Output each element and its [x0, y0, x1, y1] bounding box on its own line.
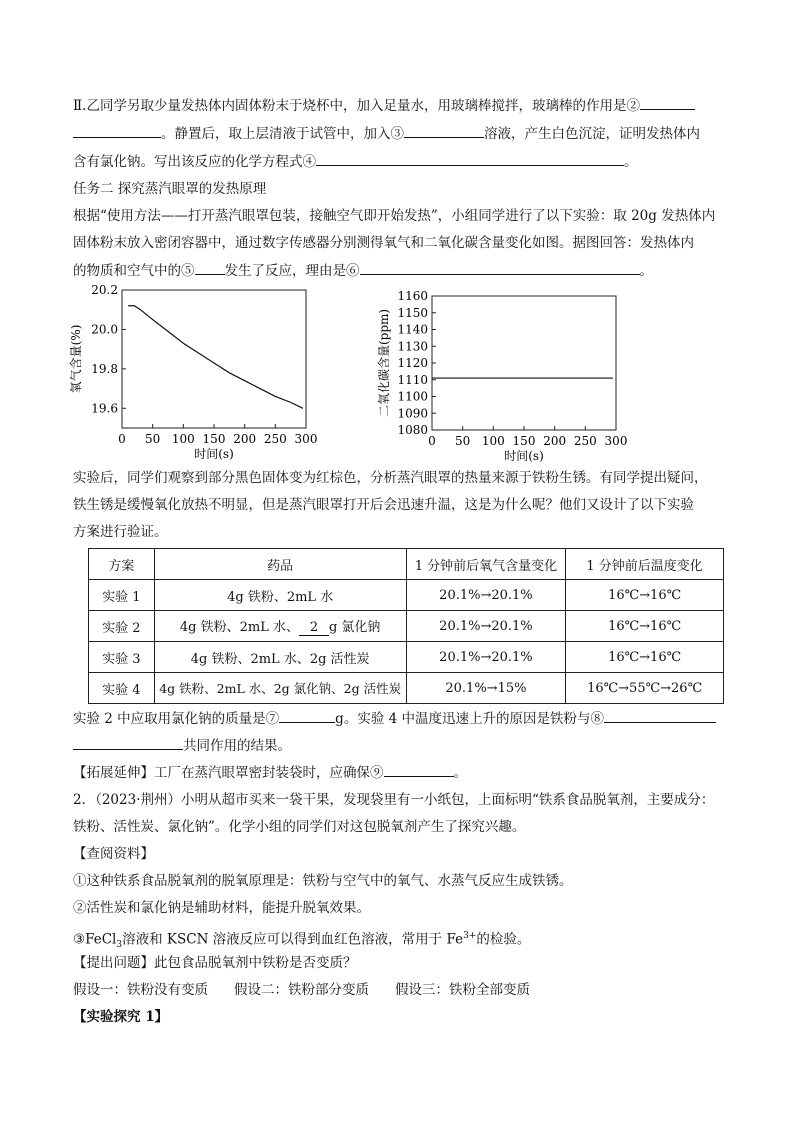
blank-8[interactable]: [604, 709, 716, 723]
x-tick-label: 50: [455, 434, 471, 448]
y-tick-label: 19.8: [91, 361, 118, 376]
x-tick-label: 300: [294, 432, 318, 446]
extension-line: 【拓展延伸】工厂在蒸汽眼罩密封装袋时，应确保⑨ 。: [73, 765, 467, 781]
x-tick-label: 100: [481, 434, 505, 448]
hypotheses: 假设一：铁粉没有变质 假设二：铁粉部分变质 假设三：铁粉全部变质: [73, 982, 530, 998]
x-tick-label: 200: [233, 432, 257, 446]
y-axis-label: 氧气含量(%): [69, 324, 83, 394]
info-2: ②活性炭和氯化钠是辅助材料，能提升脱氧效果。: [73, 900, 370, 916]
table-cell: 4g 铁粉、2mL 水、 2 g 氯化钠: [154, 611, 406, 642]
table-cell: 16℃→16℃: [566, 642, 724, 673]
plot-frame: [122, 290, 306, 428]
blank-7[interactable]: [279, 709, 335, 723]
table-header: 方案: [89, 549, 155, 580]
table-cell: 20.1%→15%: [406, 673, 566, 704]
x-tick-label: 250: [573, 434, 597, 448]
blank-3[interactable]: [404, 124, 484, 138]
para1-line1: Ⅱ.乙同学另取少量发热体内固体粉末于烧杯中，加入足量水，用玻璃棒搅拌，玻璃棒的作用是②: [73, 96, 695, 115]
para3-line3: 方案进行验证。: [73, 524, 168, 540]
blank-6[interactable]: [360, 261, 640, 275]
y-tick-label: 1120: [397, 356, 428, 370]
table-row: [89, 642, 724, 673]
blank-8-cont[interactable]: [73, 736, 183, 750]
para3-line1: 实验后，同学们观察到部分黑色固体变为红棕色，分析蒸汽眼罩的热量来源于铁粉生锈。有同学提出疑问，: [73, 470, 708, 486]
nacl-blank[interactable]: 2: [299, 620, 329, 636]
question-heading: 【提出问题】此包食品脱氧剂中铁粉是否变质？: [73, 955, 357, 971]
q2-line2: 铁粉、活性炭、氯化钠”。化学小组的同学们对这包脱氧剂产生了探究兴趣。: [73, 819, 526, 835]
table-cell: 20.1%→20.1%: [406, 642, 566, 673]
table-cell: 16℃→16℃: [566, 611, 724, 642]
q2-line1: 2．（2023·荆州）小明从超市买来一袋干果，发现袋里有一小纸包，上面标明“铁系食品脱氧剂，主要成分：: [73, 792, 715, 808]
table-row: [89, 611, 724, 642]
y-tick-label: 1080: [397, 423, 428, 437]
y-tick-label: 1110: [397, 372, 428, 387]
x-tick-label: 150: [202, 432, 226, 446]
para3-line2: 铁生锈是缓慢氧化放热不明显，但是蒸汽眼罩打开后会迅速升温，这是为什么呢？他们又设计了以下实验: [73, 497, 694, 513]
co2-chart: [372, 282, 636, 464]
lookup-heading: 【查阅资料】: [73, 846, 154, 862]
table-cell: 4g 铁粉、2mL 水、2g 氯化钠、2g 活性炭: [154, 673, 406, 704]
plot-frame: [432, 296, 616, 430]
y-tick-label: 1140: [397, 322, 428, 337]
table-cell: 实验 3: [89, 642, 155, 673]
table-cell: 实验 1: [89, 580, 155, 611]
x-tick-label: 150: [512, 434, 536, 448]
x-tick-label: 200: [543, 434, 567, 448]
para1-line2: 。静置后，取上层清液于试管中，加入③ 溶液，产生白色沉淀，证明发热体内: [73, 124, 700, 143]
table-cell: 20.1%→20.1%: [406, 611, 566, 642]
table-header-row: [89, 549, 724, 580]
y-tick-label: 1130: [397, 339, 428, 354]
y-axis-label: 二氧化碳含量(ppm): [377, 308, 391, 418]
blank-5[interactable]: [195, 261, 225, 275]
x-tick-label: 300: [604, 434, 628, 448]
para4-line1: 实验 2 中应取用氯化钠的质量是⑦ g。实验 4 中温度迅速上升的原因是铁粉与⑧: [73, 709, 716, 728]
blank-4[interactable]: [316, 152, 624, 166]
blank-2-cont[interactable]: [73, 124, 161, 138]
para2-line1: 根据“使用方法——打开蒸汽眼罩包装，接触空气即开始发热”，小组同学进行了以下实验：取 20g 发热体内: [73, 208, 716, 224]
x-tick-label: 250: [263, 432, 287, 446]
blank-9[interactable]: [384, 763, 454, 777]
table-cell: 4g 铁粉、2mL 水、2g 活性炭: [154, 642, 406, 673]
para2-line3: 的物质和空气中的⑤ 发生了反应，理由是⑥ 。: [73, 263, 653, 279]
table-header: 1 分钟前后温度变化: [566, 549, 724, 580]
series-line: [128, 306, 303, 409]
blank-2[interactable]: [640, 96, 695, 110]
x-tick-label: 0: [428, 434, 436, 448]
info-3: ③FeCl$_3$溶液和 KSCN 溶液反应可以得到血红色溶液，常用于 $Fe^{3+}$的检验。: [73, 931, 531, 951]
x-tick-label: 100: [171, 432, 195, 446]
x-tick-label: 50: [145, 432, 161, 446]
table-row: [89, 580, 724, 611]
x-tick-label: 0: [118, 432, 126, 446]
table-cell: 20.1%→20.1%: [406, 580, 566, 611]
table-cell: 实验 2: [89, 611, 155, 642]
table-header: 1 分钟前后氧气含量变化: [406, 549, 566, 580]
table-cell: 4g 铁粉、2mL 水: [154, 580, 406, 611]
para2-line2: 固体粉末放入密闭容器中，通过数字传感器分别测得氧气和二氧化碳含量变化如图。据图回答：发热体内: [73, 235, 694, 251]
y-tick-label: 1150: [397, 305, 428, 320]
y-tick-label: 1100: [397, 389, 428, 404]
table-header: 药品: [154, 549, 406, 580]
oxygen-chart: [66, 282, 326, 464]
y-tick-label: 1160: [397, 289, 428, 303]
task2-heading: 任务二 探究蒸汽眼罩的发热原理: [73, 181, 267, 197]
table-row: [89, 673, 724, 704]
para4-line2: 共同作用的结果。: [73, 736, 291, 755]
table-cell: 实验 4: [89, 673, 155, 704]
table-cell: 16℃→16℃: [566, 580, 724, 611]
x-axis-label: 时间(s): [504, 449, 544, 463]
para1-line3: 含有氯化钠。写出该反应的化学方程式④ 。: [73, 154, 638, 170]
y-tick-label: 20.2: [91, 283, 118, 297]
table-cell: 16℃→55℃→26℃: [566, 673, 724, 704]
experiment-table: [88, 548, 724, 704]
x-axis-label: 时间(s): [194, 447, 234, 461]
experiment-1-heading: 【实验探究 1】: [73, 1009, 169, 1025]
info-1: ①这种铁系食品脱氧剂的脱氧原理是：铁粉与空气中的氧气、水蒸气反应生成铁锈。: [73, 873, 573, 889]
y-tick-label: 19.6: [91, 401, 118, 416]
y-tick-label: 20.0: [91, 322, 118, 337]
y-tick-label: 1090: [397, 406, 428, 421]
